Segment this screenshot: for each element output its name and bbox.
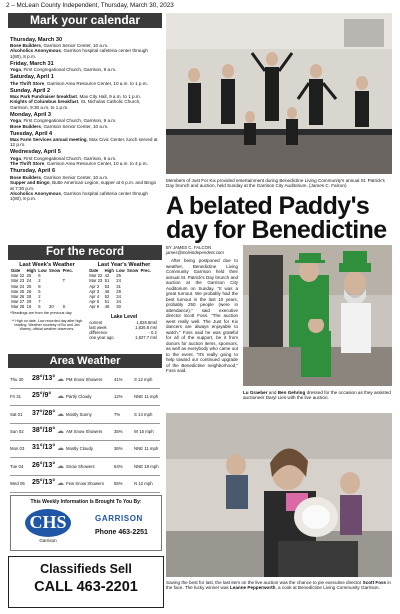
last-year-cell: 53 bbox=[104, 283, 110, 289]
last-week-cell: Mar 25 bbox=[11, 288, 25, 294]
area-weather-row bbox=[10, 424, 160, 441]
last-year-column-header: High bbox=[104, 268, 114, 273]
calendar-day-heading: Wednesday, April 5 bbox=[10, 149, 61, 156]
last-week-cell: 8 bbox=[38, 283, 41, 289]
record-header-bar bbox=[8, 245, 162, 260]
last-week-cell: 7 bbox=[38, 299, 41, 305]
calendar-event-details: , First Congregational Church, Garrison, 9 a.m. bbox=[20, 155, 117, 161]
weather-day: Tue 04 bbox=[10, 463, 24, 469]
weather-precip: 36% bbox=[114, 446, 123, 452]
article-body: After being postponed due to weather, Benedictine Living Community Garrison held their annual St. Patrick's Day brunch and auction at the Garrison City Auditorium on Sunday. "It was a great turnout. We probably had the best turnout in the last 10 years, probably 250 people (were in attendance)," said executive director Scott Foss. "The auction went really well. The Just for Kix dancers are always enjoyable to watch." Foss said he was grateful for all of the support, be it from donors for auction items, sponsors, as well as everybody who came out to the event. "It's really going to help toward our continued upgrade of the Benedictine neighborhood," Foss said. bbox=[166, 258, 238, 373]
weather-description: Mostly Cloudy bbox=[66, 446, 93, 452]
caption-name-1: Lu Graeber bbox=[243, 390, 268, 395]
weather-day: Mon 03 bbox=[10, 446, 25, 452]
last-week-cell: 6 bbox=[38, 273, 41, 279]
weather-precip: 55% bbox=[114, 480, 123, 486]
calendar-event-details: , Garrison Senior Center, 10 a.m. bbox=[40, 174, 109, 180]
byline-name: BY JAMES C. FALCON bbox=[166, 245, 212, 250]
classifieds-line1: Classifieds Sell bbox=[40, 562, 132, 576]
last-year-cell: 34 bbox=[116, 294, 121, 300]
classifieds-box bbox=[8, 556, 164, 608]
pie-photo-illustration bbox=[166, 413, 392, 577]
calendar-event-details: , Garrison hospital cafeteria center through 1(80), 8 p.m. bbox=[10, 48, 148, 59]
weather-cloud-icon: ☁ bbox=[57, 393, 64, 401]
calendar-event-name: Supper and Bingo bbox=[10, 180, 50, 186]
last-year-cell bbox=[139, 304, 152, 309]
dancers-photo bbox=[166, 13, 392, 174]
costume-photo-illustration bbox=[243, 245, 392, 386]
lake-level-value: 1,827.7 msl bbox=[135, 335, 157, 341]
last-year-cell: 30 bbox=[116, 304, 121, 310]
weather-day: Thu 30 bbox=[10, 377, 24, 382]
dancers-photo-caption: Members of Just For Kix provided entertainment during Benedictine Living Community's annual St. Patrick's Day brunch and auction, held Sunday at the Garrison City Auditorium. (James C. Falcon) bbox=[166, 178, 385, 189]
weather-description: Mostly Sunny bbox=[66, 411, 92, 417]
record-title: For the record bbox=[46, 246, 124, 258]
chs-logo-text: CHS bbox=[29, 512, 67, 532]
weather-day: Wed 05 bbox=[10, 480, 25, 486]
byline-email: james@mcleindependent.com bbox=[166, 250, 224, 255]
calendar-event-details: , Garrison Senior Center, 10 a.m. bbox=[40, 123, 109, 129]
headline-line2: day for Benedictine bbox=[166, 216, 387, 244]
caption-rest: dressed for the occasion as they assisted auctioneer Daryl Lies with the live auction. bbox=[243, 390, 391, 401]
lake-level-value: - 0.2 bbox=[148, 330, 157, 336]
calendar-event-details: , Max Civic Center, lunch served at 12 p.m. bbox=[10, 137, 158, 148]
calendar-event-name: Yoga bbox=[10, 118, 21, 124]
last-year-cell: 25 bbox=[116, 273, 121, 279]
folio-text: – McLean County Independent, Thursday, March 30, 2023 bbox=[11, 2, 174, 9]
calendar-event bbox=[10, 99, 160, 110]
weather-wind: S 12 mph bbox=[134, 377, 153, 382]
weather-cloud-icon: ☁ bbox=[57, 376, 64, 383]
calendar-event-name: Alcoholics Anonymous bbox=[10, 48, 61, 54]
calendar-event-name: Yoga bbox=[10, 67, 21, 73]
weather-wind: NNE 18 mph bbox=[134, 463, 159, 469]
last-week-table bbox=[10, 268, 74, 310]
last-year-cell: Apr 4 bbox=[89, 294, 100, 300]
last-year-column-header: Prec. bbox=[140, 268, 151, 273]
last-year-column-header: Snow bbox=[127, 268, 139, 273]
headline-line1: A belated Paddy's bbox=[166, 192, 370, 220]
weather-day: Sun 02 bbox=[10, 428, 24, 434]
last-week-cell: Mar 23 bbox=[11, 278, 25, 284]
calendar-event-details: , Garrison hospital cafeteria center through 1(80), 8 p.m. bbox=[10, 190, 148, 202]
calendar-day-heading: Friday, March 31 bbox=[10, 60, 54, 67]
calendar-event-details: , Garrison Area Resource Center, 10 a.m. to 4 p.m. bbox=[44, 161, 148, 167]
lake-level-table bbox=[88, 320, 158, 341]
weather-precip: 41% bbox=[114, 377, 123, 382]
calendar-event-details: , First Congregational Church, Garrison, 9 a.m. bbox=[20, 67, 117, 73]
last-year-cell: Apr 6 bbox=[89, 304, 100, 310]
last-week-column-header: High bbox=[26, 268, 36, 273]
lake-level-row bbox=[88, 335, 158, 340]
weather-description: Snow Showers bbox=[66, 463, 95, 469]
last-week-cell: Mar 27 bbox=[11, 299, 25, 305]
calendar-event bbox=[10, 48, 160, 59]
caption-and: and bbox=[267, 390, 278, 395]
sponsor-box bbox=[10, 495, 162, 551]
last-week-cell: 25 bbox=[26, 283, 32, 289]
weather-precip: 35% bbox=[114, 428, 123, 434]
calendar-event-details: , First Congregational Church, Garrison, 9 a.m. bbox=[20, 118, 117, 124]
last-year-cell: 51 bbox=[104, 278, 110, 284]
page-number: 2 bbox=[6, 2, 10, 9]
costume-photo bbox=[243, 245, 392, 386]
pie-photo bbox=[166, 413, 392, 577]
last-week-column-header: Snow bbox=[49, 268, 61, 273]
folio bbox=[6, 2, 174, 9]
caption-name-2: Ben Gehring bbox=[277, 390, 306, 395]
last-year-cell: 51 bbox=[104, 299, 110, 305]
weather-temps: 31°/13° bbox=[32, 444, 56, 452]
last-week-cell: 26 bbox=[26, 288, 32, 294]
lake-level-value: 1,826.8msl bbox=[136, 319, 157, 325]
last-year-cell: 46 bbox=[104, 288, 110, 294]
calendar-event-details: , Butte American Legion, supper at 6 p.m. and Bingo at 7:30 p.m. bbox=[10, 180, 157, 191]
chs-logo-sub: Garrison bbox=[39, 538, 57, 543]
last-year-cell: 28 bbox=[116, 288, 121, 294]
area-weather-header-bar bbox=[8, 354, 162, 368]
area-weather-row bbox=[10, 459, 160, 476]
last-week-note: *Readings are from the previous day bbox=[10, 310, 72, 315]
last-year-cell: Apr 5 bbox=[89, 299, 100, 305]
calendar-event-details: , Max City Hall, 9 a.m. to 1 p.m. bbox=[76, 94, 141, 100]
observer-note: ** High on date. Low recorded day after high reading. Weather courtesy of Bo and Jan Warmy, official weather observers. bbox=[11, 318, 83, 332]
chs-logo bbox=[25, 509, 71, 537]
calendar-event bbox=[10, 180, 160, 191]
last-week-column-header: Prec. bbox=[62, 268, 73, 273]
calendar-event-name: Bose Builders bbox=[10, 174, 41, 180]
last-year-weather bbox=[88, 262, 160, 340]
calendar-event-name: Alcoholics Anonymous bbox=[10, 190, 61, 196]
area-weather-row bbox=[10, 389, 160, 406]
calendar-event-name: Bose Builders bbox=[10, 43, 41, 48]
last-year-column-header: Date bbox=[89, 268, 99, 273]
last-week-title: Last Week's Weather bbox=[19, 262, 75, 268]
caption-name-pepperworth: Leanne Pepperworth bbox=[230, 585, 276, 591]
calendar-event bbox=[10, 67, 160, 72]
calendar-event-name: The Thrift Store bbox=[10, 161, 45, 167]
last-year-cell: 42 bbox=[104, 273, 110, 279]
costume-photo-caption bbox=[243, 390, 392, 401]
weather-description: Few Snow Showers bbox=[66, 480, 104, 486]
last-week-cell: 20 bbox=[49, 304, 54, 310]
weather-cloud-icon: ☁ bbox=[57, 445, 64, 453]
weather-precip: 12% bbox=[114, 394, 123, 400]
weather-cloud-icon: ☁ bbox=[57, 427, 64, 435]
lake-level-label: one year ago bbox=[89, 335, 114, 341]
calendar-title: Mark your calendar bbox=[29, 13, 141, 27]
calendar-day-heading: Saturday, April 1 bbox=[10, 74, 54, 81]
sponsor-phone: Phone 463-2251 bbox=[95, 529, 148, 536]
weather-temps: 38°/18° bbox=[32, 426, 56, 434]
last-year-cell: Apr 2 bbox=[89, 283, 100, 289]
last-week-cell: 28 bbox=[26, 294, 32, 300]
weather-precip: 54% bbox=[114, 463, 123, 469]
calendar-event-name: Max Farm Services annual meeting bbox=[10, 137, 87, 143]
calendar-event bbox=[10, 124, 160, 129]
last-week-cell: 29 bbox=[26, 299, 32, 305]
calendar-event-name: Bose Builders bbox=[10, 123, 41, 129]
last-week-cell: 5 bbox=[38, 288, 41, 294]
weather-temps: 26°/13° bbox=[32, 461, 56, 469]
weather-wind: W 15 mph bbox=[134, 428, 154, 434]
weather-temps: 37°/28° bbox=[32, 409, 56, 417]
lake-level-label: current bbox=[89, 319, 103, 325]
area-weather-row bbox=[10, 407, 160, 424]
calendar-day-heading: Sunday, April 2 bbox=[10, 87, 51, 94]
last-year-table bbox=[88, 268, 152, 310]
dancers-photo-illustration bbox=[166, 13, 392, 174]
caption-post: , a cook at Benedictine Living Community Garrison. bbox=[275, 585, 380, 591]
weather-day: Sat 01 bbox=[10, 411, 23, 417]
last-week-column-header: Low bbox=[38, 268, 47, 273]
headline bbox=[166, 194, 394, 242]
calendar-event-name: The Thrift Store bbox=[10, 80, 45, 86]
sponsor-title: This Weekly Information Is Brought To You By: bbox=[30, 499, 142, 505]
last-week-cell: S bbox=[62, 304, 66, 310]
last-year-row bbox=[88, 304, 152, 309]
last-week-cell: T bbox=[62, 278, 66, 284]
weather-precip: 7% bbox=[114, 411, 121, 417]
calendar-header-bar bbox=[8, 13, 162, 28]
weather-wind: S 14 mph bbox=[134, 411, 153, 417]
last-week-cell: 16 bbox=[26, 304, 32, 310]
last-year-cell: 46 bbox=[104, 304, 110, 310]
calendar-event-details: , Garrison Senior Center, 10 a.m. bbox=[40, 43, 109, 48]
caption-name-foss: Scott Foss bbox=[362, 580, 387, 585]
last-week-column-header: Date bbox=[11, 268, 21, 273]
last-week-cell: Mar 26 bbox=[11, 294, 25, 300]
calendar-list bbox=[10, 35, 160, 202]
calendar-event-details: , St. Nicholas Catholic Church, Garrison, 9:30 a.m. to 1 p.m. bbox=[10, 99, 141, 110]
last-year-cell: Apr 3 bbox=[89, 288, 100, 294]
weather-temps: 25°/13° bbox=[32, 478, 56, 486]
caption-mid: in the face. The lucky winner was bbox=[166, 580, 391, 591]
weather-temps: 25°/9° bbox=[32, 392, 52, 400]
weather-temps: 28°/13° bbox=[32, 375, 56, 382]
calendar-day-heading: Tuesday, April 4 bbox=[10, 130, 53, 137]
weather-wind: NNE 11 mph bbox=[134, 446, 159, 452]
calendar-event-name: Knights of Columbus breakfast bbox=[10, 99, 79, 105]
last-year-cell: Mar 23 bbox=[89, 278, 103, 284]
weather-cloud-icon: ☁ bbox=[57, 479, 64, 487]
calendar-event bbox=[10, 161, 160, 166]
last-year-cell: Mar 22 bbox=[89, 273, 103, 279]
last-week-cell: Mar 28 bbox=[11, 304, 25, 310]
weather-description: AM Snow Showers bbox=[66, 428, 103, 434]
weather-wind: N 12 mph bbox=[134, 480, 153, 486]
calendar-event bbox=[10, 137, 160, 148]
area-weather-row bbox=[10, 441, 160, 458]
calendar-event bbox=[10, 191, 160, 202]
last-year-title: Last Year's Weather bbox=[97, 262, 151, 268]
weather-description: Partly Cloudy bbox=[66, 394, 92, 400]
weather-description: PM Snow Showers bbox=[66, 377, 103, 382]
last-week-cell: 2 bbox=[38, 294, 41, 300]
lake-level-label: last week bbox=[89, 324, 107, 330]
last-year-cell: 24 bbox=[116, 278, 121, 284]
calendar-day-heading: Thursday, March 30 bbox=[10, 36, 63, 43]
calendar-day-heading: Monday, April 3 bbox=[10, 111, 52, 118]
classifieds-line2: CALL 463-2201 bbox=[34, 579, 138, 595]
calendar-event-name: Yoga bbox=[10, 155, 21, 161]
calendar-event bbox=[10, 81, 160, 86]
last-week-cell: 5 bbox=[38, 304, 41, 310]
last-week-cell: 24 bbox=[26, 278, 32, 284]
last-year-column-header: Low bbox=[116, 268, 125, 273]
area-weather-row bbox=[10, 372, 160, 389]
byline bbox=[166, 245, 238, 255]
last-year-cell: 52 bbox=[104, 294, 110, 300]
area-weather-title: Area Weather bbox=[49, 355, 121, 367]
calendar-event-details: , Garrison Area Resource Center, 10 a.m. to 1 p.m. bbox=[44, 80, 148, 86]
lake-level-value: 1,826.8 msl bbox=[135, 324, 157, 330]
lake-level-title: Lake Level bbox=[110, 313, 138, 320]
last-year-cell: 34 bbox=[116, 299, 121, 305]
weather-cloud-icon: ☁ bbox=[57, 410, 64, 418]
calendar-event-name: Max Park Fundraiser breakfast bbox=[10, 94, 77, 100]
weather-cloud-icon: ☁ bbox=[57, 462, 64, 470]
last-week-cell: 2 bbox=[38, 278, 41, 284]
caption-pre: Saving the best for last, the last item on the live auction was the chance to pie executive director bbox=[166, 580, 363, 585]
last-week-cell: Mar 24 bbox=[11, 283, 25, 289]
last-year-cell bbox=[126, 304, 140, 309]
pie-photo-caption bbox=[166, 580, 392, 591]
last-week-cell: Mar 22 bbox=[11, 273, 25, 279]
area-weather-row bbox=[10, 476, 160, 493]
calendar-day-heading: Thursday, April 6 bbox=[10, 168, 56, 175]
lake-level-label: difference bbox=[89, 330, 108, 336]
last-week-cell: 25 bbox=[26, 273, 32, 279]
sponsor-name: GARRISON bbox=[95, 514, 143, 523]
last-year-cell: 31 bbox=[116, 283, 121, 289]
weather-wind: NNE 11 mph bbox=[134, 394, 159, 400]
last-week-row bbox=[10, 304, 74, 309]
weather-day: Fri 31 bbox=[10, 394, 21, 400]
last-week-weather bbox=[10, 262, 84, 332]
